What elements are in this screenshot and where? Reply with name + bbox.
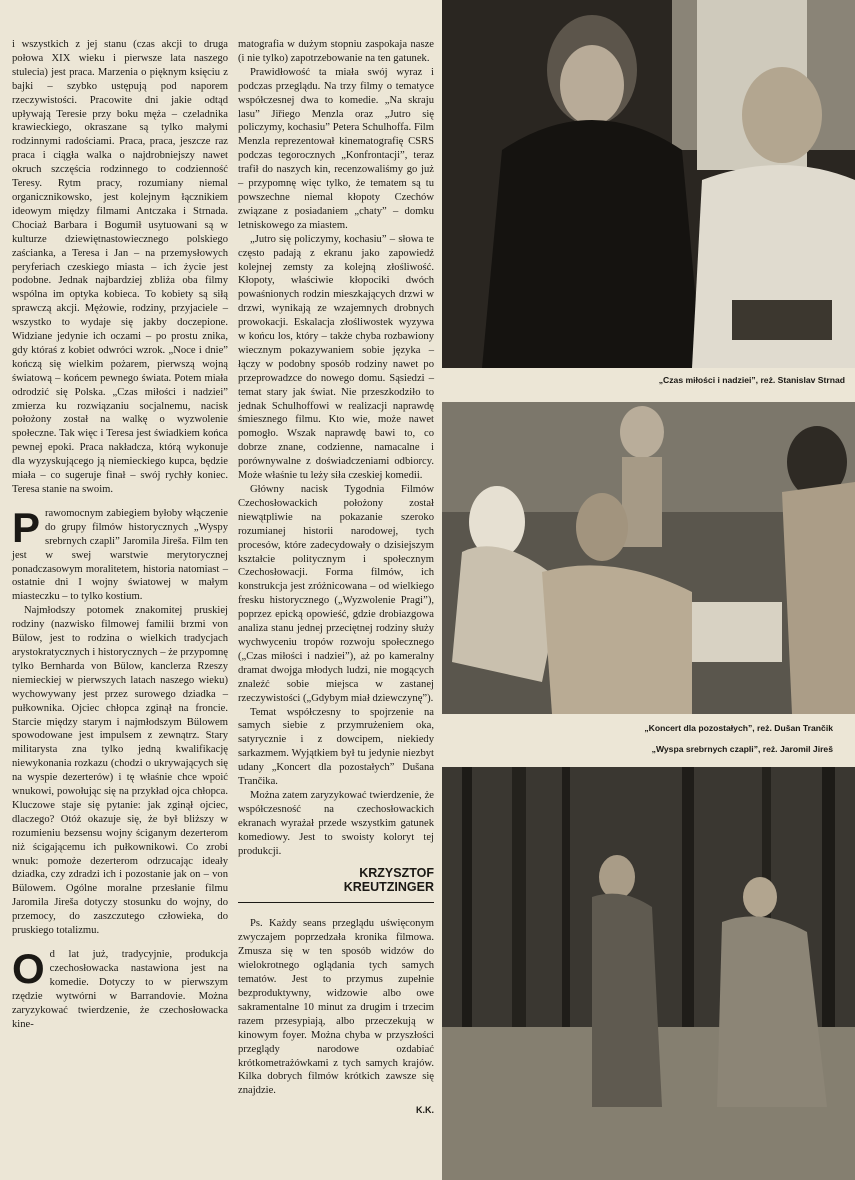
paragraph-text: d lat już, tradycyjnie, produkcja czechosłowacka nastawiona jest na komedie. Dotyczy to w pierwszym rzędzie wytwórni w Barrandovie. Można zaryzykować twierdzenie, że czechosłowacka kine- [12,949,228,1030]
author-last-name: KREUTZINGER [343,880,434,895]
paragraph: i wszystkich z jej stanu (czas akcji to druga połowa XIX wieku i pierwsze lata naszego stulecia) jest praca. Marzenia o pięknym księciu z bajki – szybko ustępują pod naporem rzeczywistości. Pracowite dni jakie odtąd upływają Teresie przy boku męża – czeladnika krawieckiego, okraszane są tylko małymi rodzinnymi radościami. Praca, praca, jeszcze raz praca i ciągła walka o najdrobniejszy nawet okruch szczęścia rodzinnego to codzienność Teresy. Rytm pracy, rozumiany niemal organicznikowsko, jest kolejnym łącznikiem ideowym między filmami Antczaka i Strnada. Chociaż Barbara i Bogumił usytuowani są w kulturze dziewiętnastowiecznego polskiego zaścianka, a Teresa i Jan – na przemysłowych peryferiach czeskiego miasta – ich życie jest podobne. Jednak najbardziej zbliża oba filmy wspólna im optyka kobieca. To kobiety są siłą sprawczą akcji. Mężowie, rodziny, przyjaciele – wszystko to wydaje się jakby doczepione. Widziane jedynie ich oczami – po prostu znika, gdy któraś z kobiet odwróci wzrok. „Noce i dnie” kończą się wielkim pożarem, pierwszą wojną światową – końcem pewnego świata. Potem miała odrodzić się Polska. „Czas miłości i nadziei” zmierza ku rozwiązaniu socjalnemu, nacisk położony został na walkę o wyzwolenie społeczne. Tak więc i Teresa jest świadkiem końca pewnej epoki. Praca nakładczа, którą wykonuje dla wyzyskującego ją niemieckiego kupca, będzie miała – co sugeruje finał – swój rychły koniec. Teresa stanie na swoim. [12,39,228,495]
paragraph: „Jutro się policzymy, kochasiu” – słowa te często padają z ekranu jako zapowiedź kolejnej zemsty za kolejną złośliwość. Kłopoty, właściwie kłopociki dwóch powaśnionych rodzin mieszkających drzwi w drzwi, wynikają ze wzajemnych drobnych prowokacji. Eskalacja złośliwostek wyzywa w końcu los, który – także chyba rozbawiony wiecznym pokazywaniem sobie języka – łączy w podobny sposób rodziny nawet po przeprowadzce do nowego domu. Sąsiedzi – temat stary jak świat. Nie przeszkodziło to jednak Schulhoffowi w realizacji naprawdę śmiesznego filmu. Kto wie, może nawet pomogło. Wszak naprawdę bawi to, co dobrze znane, codzienne, namacalne i porównywalne z doświadczeniami odbiorcy. Może właśnie tu leży siła czeskiej komedii. [238,233,434,482]
paragraph-dropcap [12,945,228,1031]
film-still-illustration [442,767,855,1180]
paragraph: Prawidłowość ta miała swój wyraz i podczas przeglądu. Na trzy filmy o tematyce współczesnej dwa to komedie. „Na skraju lasu” Jiřiego Menzla oraz „Jutro się policzymy, kochasiu” Petera Schulhoffa. Film Menzla reprezentował kinematografię CSRS podczas tegorocznych „Konfrontacji”, teraz trafił do naszych kin, recenzowaliśmy go już – przypomnę więc tylko, że tematem są tu powszechne niemal kłopoty Czechów związane z posiadaniem „chaty” – domku letniskowego za miastem. [238,66,434,231]
paragraph-text: rawomocnym zabiegiem byłoby włączenie do grupy filmów historycznych „Wyspy srebrnych czapli” Jaromila Jireša. Film ten jest w swej warstwie merytorycznej ponadczasowym moralitetem, historia natomiast – ostatnie dni I wojny światowej w małym miasteczku – to tylko kostium. [12,507,228,603]
paragraph: Główny nacisk Tygodnia Filmów Czechosłowackich położony został niewątpliwie na pokazanie szeroko rozumianej historii narodowej, tych procesów, które zadecydowały o dzisiejszym kształcie politycznym i społecznym Czechosłowacji. Forma filmów, ich konstrukcja jest zróżnicowana – od wielkiego fresku historycznego („Wyzwolenie Pragi”), poprzez epicką opowieść, gdzie drobiazgowa analiza stanu jednej przeciętnej rodziny służy wychwyceniu tropów rozwoju społecznego („Czas miłości i nadziei”), aż po kameralny dramat dwojga młodych ludzi, nie mogących znaleźć sobie miejsca w zastanej rzeczywistości („Gdybym miał dziewczynę”). [238,484,434,704]
paragraph: Można zatem zaryzykować twierdzenie, że współczesność na czechosłowackich ekranach wyrażał przede wszystkim gatunek komediowy. Jest to swoisty koloryt tej produkcji. [238,789,434,857]
photo-caption: „Koncert dla pozostałych”, reż. Dušan Trančik [644,723,833,733]
author-first-name: KRZYSZTOF [359,866,434,881]
paragraph: matografia w dużym stopniu zaspokaja nasze (i nie tylko) zapotrzebowanie na ten gatunek. [238,39,434,64]
photo-caption: „Wyspa srebrnych czapli”, reż. Jaromil Jireš [651,744,833,754]
divider [238,902,434,903]
article-column-left [12,38,228,1031]
film-still-illustration [442,0,855,368]
film-still-illustration [442,402,855,714]
film-still-wyspa [442,767,855,1180]
paragraph-dropcap [12,503,228,604]
film-still-koncert [442,402,855,714]
postscript-signature: K.K. [416,1105,434,1116]
article-column-middle [238,38,434,1118]
author-signature [238,866,434,894]
drop-cap: O [12,945,45,992]
film-still-czas-milosci [442,0,855,368]
drop-cap: P [12,503,41,551]
paragraph: Najmłodszy potomek znakomitej pruskiej rodziny (nazwisko filmowej familii brzmi von Bülow, jest to rodzina o wielkich tradycjach arystokratycznych i historycznych – że przypomnę tylko Bernharda von Bülow, kanclerza Rzeszy niemieckiej w pierwszych latach naszego wieku) wychowywany jest przez surowego dziadka – pułkownika. Ojciec chłopca zginął na froncie. Starcie między starym i najmłodszym Bülowem spowodowane jest impulsem z zewnątrz. Stary militarysta zna tylko jedną kwalifikację niewykonania rozkazu (chodzi o ukrywających się na wyspie dezerterów) i tę właśnie chce wpoić wnukowi, powołując się na przykład ojca chłopca. Kluczowe staje się pytanie: jak zginął ojciec, dlaczego? Otóż okazuje się, że był bliższy w rozumieniu bezsensu wojny ściganym dezerterom niż ścigającemu ich pułkownikowi. Co zrobi wnuk: pomoże dezerterom odrzucając ideały dziadka, czy zdradzi ich i pozostanie jak on – von Bülowem. Ogólne moralne przesłanie filmu Jaromila Jireša dotyczy stosunku do wojny, do przemocy, do zaszczutego człowieka, do pruskiego totalizmu. [12,605,228,937]
paragraph: Temat współczesny to spojrzenie na samych siebie z przymrużeniem oka, satyrycznie i z dowcipem, niekiedy sarkazmem. Wyjątkiem był tu jedynie niezbyt udany „Koncert dla pozostałych” Dušana Trančika. [238,706,434,788]
postscript: Ps. Każdy seans przeglądu uświęconym zwyczajem poprzedzała kronika filmowa. Zmusza się w ten sposób widzów do wielokrotnego oglądania tych samych tematów. Jest to przymus zupełnie bezproduktywny, widzowie albo owe sakramentalne 10 minut za drugim i trzecim razem przesypiają, albo przeczekują w kinowym foyer. Można chyba w przyszłości przeglądy narodowe ozdabiać krótkometrażówkami z tych samych krajów. Kilka dobrych filmów krótkich zawsze się znajdzie. [238,918,434,1097]
photo-caption: „Czas miłości i nadziei”, reż. Stanislav Strnad [658,375,845,385]
